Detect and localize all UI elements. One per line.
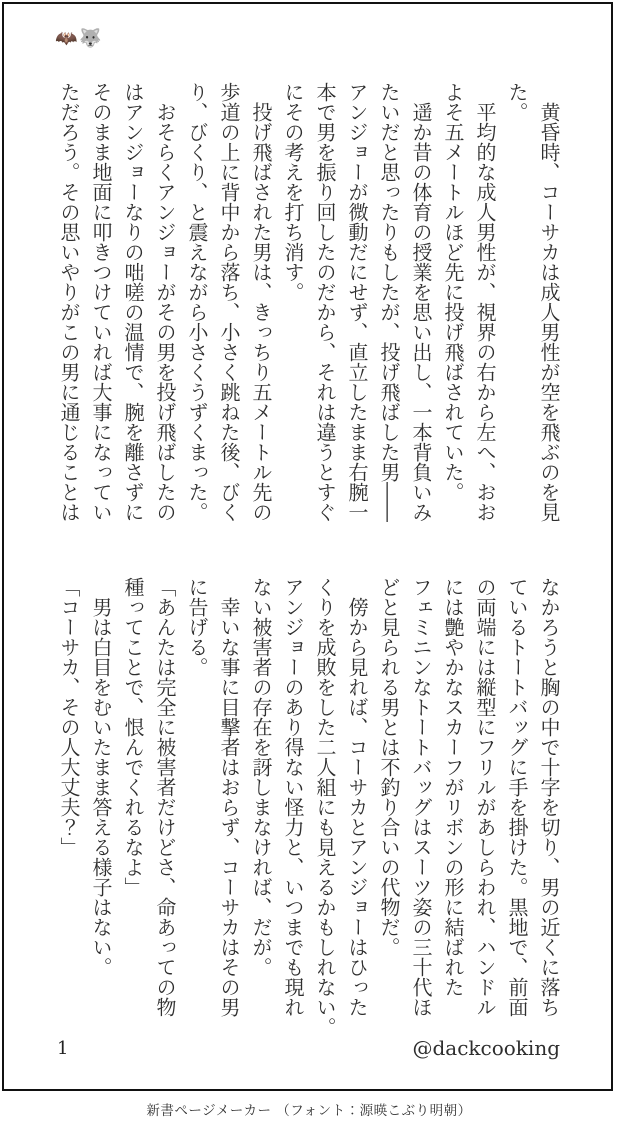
- text-line: り、びくり、と震えながら小さくうずくまった。: [185, 82, 209, 522]
- author-credit: @dackcooking: [412, 1036, 560, 1060]
- bat-icon: 🦇: [55, 28, 80, 49]
- text-line: なかろうと胸の中で十字を切り、男の近くに落ち: [537, 577, 561, 1017]
- text-line: どと見られる男とは不釣り合いの代物だ。: [377, 577, 401, 957]
- text-line: ただろう。その思いやりがこの男に通じることは: [57, 82, 81, 522]
- text-line: くりを成敗をした二人組にも見えるかもしれない。: [313, 577, 337, 1037]
- novel-page: [2, 2, 613, 1091]
- header-emoji-row: [55, 28, 104, 50]
- text-line: 平均的な成人男性が、視界の右から左へ、おお: [473, 82, 497, 522]
- text-line: フェミニンなトートバッグはスーツ姿の三十代ほ: [409, 577, 433, 1017]
- text-line: アンジョーが微動だにせず、直立したまま右腕一: [345, 82, 369, 522]
- wolf-icon: 🐺: [79, 28, 104, 49]
- text-line: にその考えを打ち消す。: [281, 82, 305, 302]
- text-line: 歩道の上に背中から落ち、小さく跳ねた後、びく: [217, 82, 241, 522]
- text-line: 幸いな事に目撃者はおらず、コーサカはその男: [217, 577, 241, 1017]
- upper-text-block: [53, 82, 565, 524]
- text-line: には艶やかなスカーフがリボンの形に結ばれた: [441, 577, 465, 997]
- text-line: 種ってことで、恨んでくれるなよ」: [121, 577, 145, 897]
- text-line: アンジョーのあり得ない怪力と、いつまでも現れ: [281, 577, 305, 1017]
- generator-caption: 新書ページメーカー （フォント：源暎こぶり明朝）: [146, 1103, 472, 1119]
- text-line: 「あんたは完全に被害者だけどさ、命あっての物: [153, 577, 177, 1017]
- text-line: 「コーサカ、その人大丈夫？」: [57, 577, 81, 857]
- text-line: 投げ飛ばされた男は、きっちり五メートル先の: [249, 82, 273, 522]
- lower-text-block: [53, 577, 565, 1037]
- text-line: 傍から見れば、コーサカとアンジョーはひった: [345, 577, 369, 1017]
- text-line: ない被害者の存在を訝しまなければ、だが。: [249, 577, 273, 977]
- text-line: 黄昏時、コーサカは成人男性が空を飛ぶのを見: [537, 82, 561, 522]
- text-line: 遥か昔の体育の授業を思い出し、一本背負いみ: [409, 82, 433, 522]
- text-line: ているトートバッグに手を掛けた。黒地で、前面: [505, 577, 529, 1017]
- text-line: 本で男を振り回したのだから、それは違うとすぐ: [313, 82, 337, 522]
- text-line: よそ五メートルほど先に投げ飛ばされていた。: [441, 82, 465, 502]
- text-line: た。: [505, 82, 529, 122]
- text-line: 男は白目をむいたまま答える様子はない。: [89, 577, 113, 977]
- text-line: そのまま地面に叩きつけていれば大事になってい: [89, 82, 113, 522]
- text-line: おそらくアンジョーがその男を投げ飛ばしたの: [153, 82, 177, 522]
- text-line: の両端には縦型にフリルがあしらわれ、ハンドル: [473, 577, 497, 1017]
- text-line: に告げる。: [185, 577, 209, 677]
- text-line: たいだと思ったりもしたが、投げ飛ばした男――: [377, 82, 401, 522]
- text-line: はアンジョーなりの咄嗟の温情で、腕を離さずに: [121, 82, 145, 522]
- page-number: 1: [57, 1038, 69, 1059]
